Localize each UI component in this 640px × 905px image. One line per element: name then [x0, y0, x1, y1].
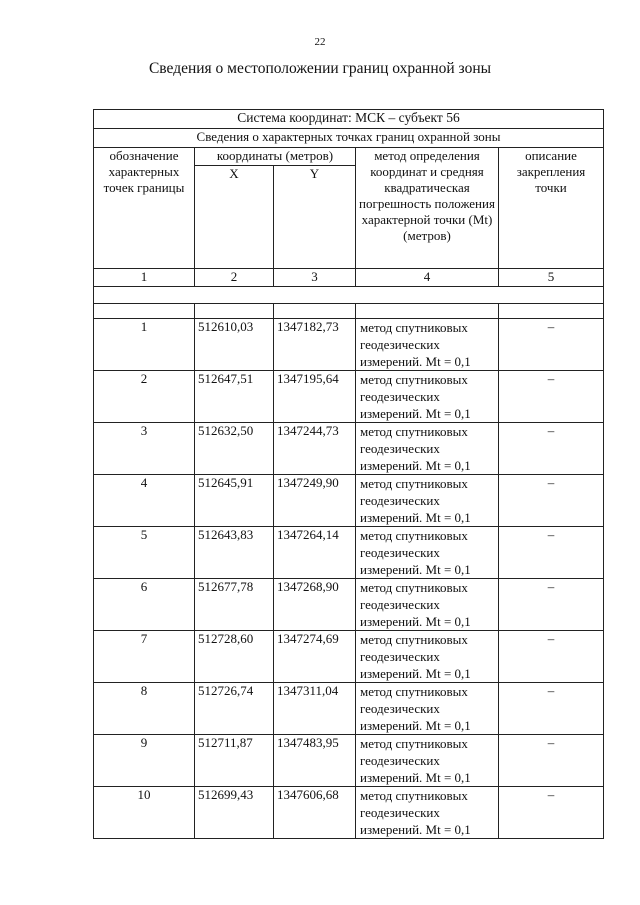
method-line: метод спутниковых	[360, 528, 468, 543]
method-description	[356, 579, 499, 631]
fixing-description: –	[499, 631, 604, 683]
fixing-description: –	[499, 735, 604, 787]
method-line: метод спутниковых	[360, 476, 468, 491]
coordinate-y: 1347244,73	[274, 423, 356, 475]
method-line: метод спутниковых	[360, 372, 468, 387]
method-line: измерений. Mt = 0,1	[360, 770, 471, 785]
column-number: 4	[356, 269, 499, 287]
fixing-description: –	[499, 423, 604, 475]
method-line: метод спутниковых	[360, 684, 468, 699]
point-id: 6	[94, 579, 195, 631]
spacer-cell	[356, 304, 499, 319]
column-number: 2	[195, 269, 274, 287]
method-description	[356, 683, 499, 735]
fixing-description: –	[499, 579, 604, 631]
method-line: геодезических	[360, 805, 440, 820]
method-line: метод спутниковых	[360, 632, 468, 647]
coordinate-y: 1347182,73	[274, 319, 356, 371]
point-id: 10	[94, 787, 195, 839]
table-row	[94, 475, 604, 527]
column-number: 5	[499, 269, 604, 287]
point-id: 1	[94, 319, 195, 371]
method-description	[356, 319, 499, 371]
method-line: геодезических	[360, 649, 440, 664]
coordinate-y: 1347311,04	[274, 683, 356, 735]
point-id: 4	[94, 475, 195, 527]
coordinate-y: 1347195,64	[274, 371, 356, 423]
boundary-points-table	[93, 109, 604, 839]
method-line: метод спутниковых	[360, 580, 468, 595]
page-number: 22	[314, 36, 326, 48]
spacer-cell	[195, 304, 274, 319]
method-line: измерений. Mt = 0,1	[360, 666, 471, 681]
method-description	[356, 475, 499, 527]
table-row	[94, 631, 604, 683]
spacer-cell	[499, 304, 604, 319]
coordinate-x: 512643,83	[195, 527, 274, 579]
table-row	[94, 683, 604, 735]
spacer-row	[94, 287, 604, 304]
table-row	[94, 527, 604, 579]
coordinate-y: 1347274,69	[274, 631, 356, 683]
header-method: метод определения координат и средняя квадратическая погрешность положения характерной точки (Mt) (метров)	[356, 148, 499, 269]
fixing-description: –	[499, 787, 604, 839]
coordinate-x: 512728,60	[195, 631, 274, 683]
table-row	[94, 319, 604, 371]
method-line: измерений. Mt = 0,1	[360, 718, 471, 733]
method-line: геодезических	[360, 389, 440, 404]
coordinate-y: 1347268,90	[274, 579, 356, 631]
header-fixing-description: описание закрепления точки	[499, 148, 604, 269]
method-description	[356, 735, 499, 787]
fixing-description: –	[499, 371, 604, 423]
method-line: геодезических	[360, 597, 440, 612]
point-id: 8	[94, 683, 195, 735]
method-description	[356, 631, 499, 683]
method-description	[356, 371, 499, 423]
column-number: 1	[94, 269, 195, 287]
column-number: 3	[274, 269, 356, 287]
table-row	[94, 787, 604, 839]
coordinate-y: 1347249,90	[274, 475, 356, 527]
fixing-description: –	[499, 527, 604, 579]
method-line: метод спутниковых	[360, 320, 468, 335]
table-row	[94, 423, 604, 475]
table-row	[94, 371, 604, 423]
coordinate-y: 1347606,68	[274, 787, 356, 839]
section-heading-row: Сведения о характерных точках границ охранной зоны	[94, 129, 604, 148]
point-id: 3	[94, 423, 195, 475]
fixing-description: –	[499, 319, 604, 371]
header-x: X	[195, 166, 274, 269]
coordinate-x: 512647,51	[195, 371, 274, 423]
method-line: измерений. Mt = 0,1	[360, 614, 471, 629]
header-point-designation: обозначение характерных точек границы	[94, 148, 195, 269]
table-row	[94, 579, 604, 631]
method-line: геодезических	[360, 701, 440, 716]
coordinate-x: 512645,91	[195, 475, 274, 527]
method-line: геодезических	[360, 493, 440, 508]
method-line: измерений. Mt = 0,1	[360, 822, 471, 837]
coordinate-x: 512632,50	[195, 423, 274, 475]
point-id: 7	[94, 631, 195, 683]
fixing-description: –	[499, 475, 604, 527]
method-line: измерений. Mt = 0,1	[360, 354, 471, 369]
spacer-cell	[94, 304, 195, 319]
coordinate-x: 512610,03	[195, 319, 274, 371]
coordinate-system-row: Система координат: МСК – субъект 56	[94, 110, 604, 129]
fixing-description: –	[499, 683, 604, 735]
spacer-cell	[274, 304, 356, 319]
document-title: Сведения о местоположении границ охранной зоны	[148, 60, 492, 77]
coordinate-x: 512726,74	[195, 683, 274, 735]
coordinate-x: 512711,87	[195, 735, 274, 787]
method-description	[356, 423, 499, 475]
coordinate-x: 512677,78	[195, 579, 274, 631]
method-line: геодезических	[360, 545, 440, 560]
table-row	[94, 735, 604, 787]
method-line: геодезических	[360, 441, 440, 456]
method-line: метод спутниковых	[360, 424, 468, 439]
method-description	[356, 527, 499, 579]
header-y: Y	[274, 166, 356, 269]
point-id: 5	[94, 527, 195, 579]
method-line: метод спутниковых	[360, 736, 468, 751]
method-line: измерений. Mt = 0,1	[360, 458, 471, 473]
coordinate-y: 1347483,95	[274, 735, 356, 787]
method-line: метод спутниковых	[360, 788, 468, 803]
header-coordinates: координаты (метров)	[195, 148, 356, 166]
coordinate-x: 512699,43	[195, 787, 274, 839]
point-id: 2	[94, 371, 195, 423]
method-description	[356, 787, 499, 839]
method-line: геодезических	[360, 753, 440, 768]
method-line: измерений. Mt = 0,1	[360, 510, 471, 525]
method-line: геодезических	[360, 337, 440, 352]
coordinate-y: 1347264,14	[274, 527, 356, 579]
method-line: измерений. Mt = 0,1	[360, 562, 471, 577]
method-line: измерений. Mt = 0,1	[360, 406, 471, 421]
point-id: 9	[94, 735, 195, 787]
